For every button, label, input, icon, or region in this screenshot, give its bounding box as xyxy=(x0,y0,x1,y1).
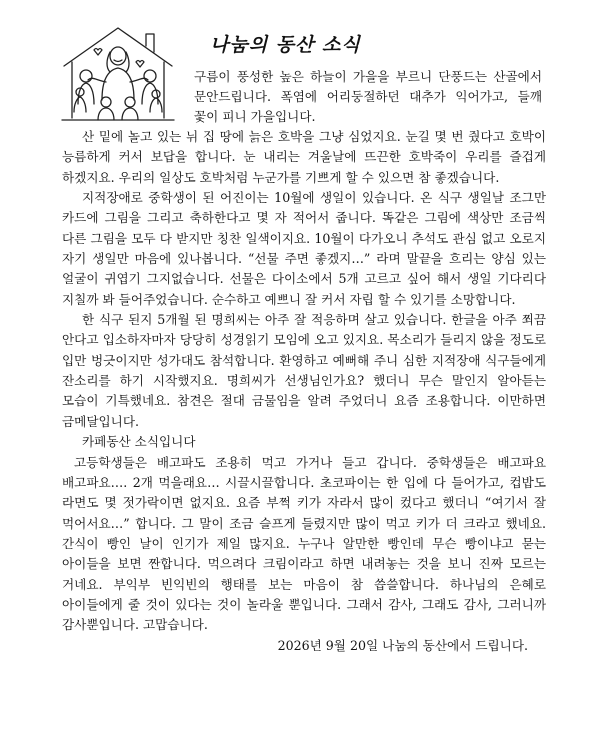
signature-line: 2026년 9월 20일 나눔의 동산에서 드립니다. xyxy=(277,637,528,653)
paragraph-birthday: 지적장애로 중학생이 된 어진이는 10월에 생일이 있습니다. 온 식구 생일날 조그만 카드에 그림을 그리고 축하한다고 몇 자 적어서 줍니다. 똑같은 그림에 색상만 조금씩 다른 그림을 모두 다 받지만 칭찬 일색이지요. 10월이 다가오니 추석도 관심 없고 오로지 자기 생일만 마음에 있나봅니다. “선물 주면 좋겠지…” 라며 말끝을 흐리는 양심 있는 얼굴이 귀엽기 그지없습니다. 선물은 다이소에서 5개 고르고 싶어 해서 생일 기다리다 지칠까 봐 들어주었습니다. 순수하고 예쁘니 잘 커서 자립 할 수 있기를 소망합니다. xyxy=(62,190,546,307)
newsletter-body xyxy=(62,127,546,656)
paragraph-pumpkin: 산 밑에 놀고 있는 뉘 집 땅에 늙은 호박을 그냥 심었지요. 눈길 몇 번 줬다고 호박이 능름하게 커서 보답을 합니다. 눈 내리는 겨울날에 뜨끈한 호박죽이 우리를 즐겁게 하겠지요. 우리의 일상도 호박처럼 누군가를 기쁘게 할 수 있으면 참 좋겠습니다. xyxy=(62,129,546,185)
intro-paragraph: 구름이 풍성한 높은 하늘이 가을을 부르니 단풍드는 산골에서 문안드립니다. 폭염에 어리둥절하던 대추가 익어가고, 들깨 꽃이 피니 가을입니다. xyxy=(194,69,542,124)
paragraph-cafe: 고등학생들은 배고파도 조용히 먹고 가거나 들고 갑니다. 중학생들은 배고파요 배고파요…. 2개 먹을래요… 시끌시끌합니다. 초코파이는 한 입에 다 들어가고, 컵밥도 라면도 몇 젓가락이면 없지요. 요즘 부쩍 키가 자라서 많이 컸다고 했더니 “여기서 잘 먹어서요…” 합니다. 그 말이 조금 슬프게 들렸지만 많이 먹고 키가 더 크라고 했네요. 간식이 빵인 날이 인기가 제일 많지요. 누구나 알만한 빵인데 무슨 빵이냐고 묻는 아이들을 보면 짠합니다. 먹으려다 크림이라고 하면 내려놓는 것을 보니 진짜 모르는 거네요. 부익부 빈익빈의 행태를 보는 마음이 참 씁쓸합니다. 하나님의 은혜로 아이들에게 줄 것이 있다는 것이 놀라울 뿐입니다. 그래서 감사, 그래도 감사, 그러니까 감사뿐입니다. 고맙습니다. xyxy=(62,454,546,633)
paragraph-new-member: 한 식구 된지 5개월 된 명희씨는 아주 잘 적응하며 살고 있습니다. 한글을 아주 쬐끔 안다고 입소하자마자 당당히 성경읽기 모임에 오고 있지요. 목소리가 들리지 않을 정도로 입만 벙긋이지만 성가대도 참석합니다. 환영하고 예뻐해 주니 심한 지적장애 식구들에게 잔소리를 하기 시작했지요. 명희씨가 선생님인가요? 했더니 무슨 말인지 알아듣는 모습이 기특했네요. 참견은 절대 금물임을 알려 주었더니 요즘 조용합니다. 이만하면 금메달입니다. xyxy=(62,312,546,429)
cafe-subheading: 카페동산 소식입니다 xyxy=(82,434,196,450)
family-house-illustration xyxy=(58,22,178,128)
newsletter-title: 나눔의 동산 소식 xyxy=(210,34,361,56)
